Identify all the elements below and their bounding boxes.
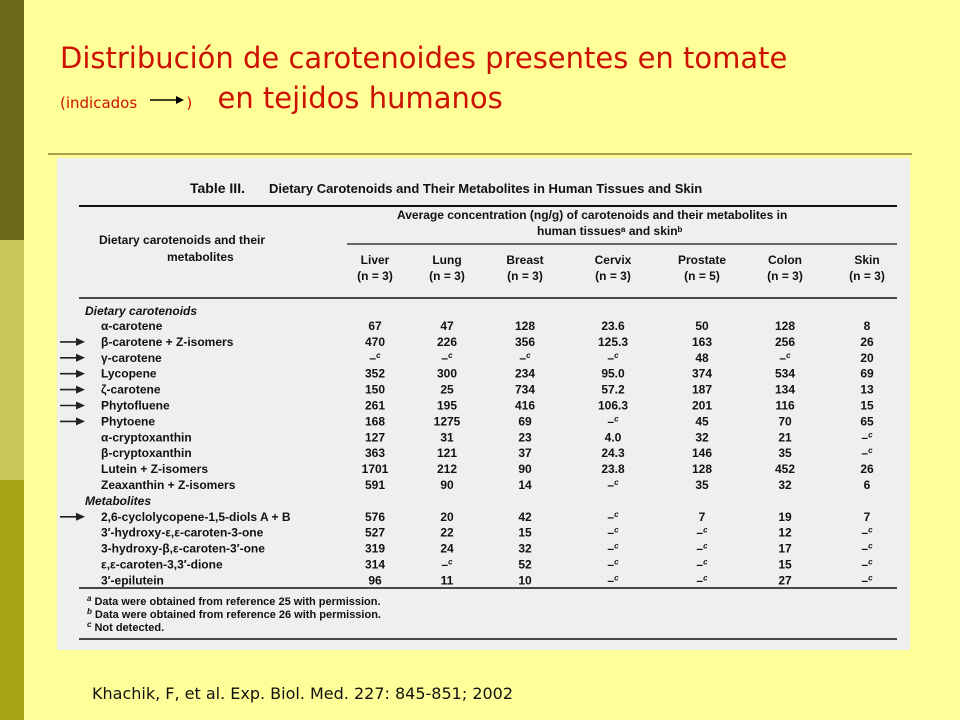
- caption-text: Dietary Carotenoids and Their Metabolites in Human Tissues and Skin: [269, 181, 703, 196]
- table-cell: 32: [695, 430, 709, 445]
- table-row-label: β-cryptoxanthin: [101, 446, 192, 461]
- table-cell: 7: [863, 509, 871, 524]
- table-row-label: Zeaxanthin + Z-isomers: [101, 478, 236, 492]
- table-cell: 47: [440, 319, 454, 333]
- table-cell: 261: [364, 398, 386, 413]
- column-n: (n = 3): [429, 269, 465, 283]
- table-cell: 300: [436, 366, 458, 381]
- arrow-right-icon: [146, 95, 186, 105]
- column-n: (n = 3): [849, 269, 885, 283]
- table-cell: 356: [514, 334, 536, 349]
- table-cell: –$^c$: [696, 525, 708, 540]
- table-cell: –$^c$: [519, 350, 531, 365]
- table-cell: 25: [440, 382, 454, 397]
- table-cell: 374: [691, 366, 713, 381]
- table-cell: 150: [364, 382, 386, 397]
- column-header: Lung: [432, 253, 462, 267]
- table-cell: 70: [778, 414, 792, 429]
- table-cell: 168: [364, 414, 386, 429]
- table-cell: –$^c$: [779, 350, 791, 365]
- table-cell: 69: [860, 366, 874, 381]
- table-row-label: γ-carotene: [101, 350, 162, 365]
- table-cell: –$^c$: [607, 573, 619, 588]
- table-cell: 35: [778, 446, 792, 461]
- table-cell: 24.3: [601, 446, 625, 461]
- table-cell: 314: [364, 557, 386, 572]
- table-cell: 65: [860, 414, 874, 429]
- rowhead-line1: Dietary carotenoids and their: [99, 233, 266, 247]
- title-paren-close: ): [186, 94, 193, 112]
- table-cell: 134: [774, 382, 796, 397]
- table-cell: 42: [518, 509, 532, 524]
- table-cell: 8: [863, 319, 871, 333]
- column-header: Breast: [506, 253, 544, 267]
- table-cell: 23.8: [601, 462, 625, 477]
- avg-line1: Average concentration (ng/g) of carotenoids and their metabolites in: [397, 208, 788, 222]
- title-divider: [48, 153, 912, 155]
- table-cell: 96: [368, 573, 382, 588]
- table-cell: 31: [440, 430, 454, 445]
- table-cell: 4.0: [604, 430, 622, 445]
- section-dietary: Dietary carotenoids: [85, 304, 198, 318]
- table-cell: 52: [518, 557, 532, 572]
- table-cell: –$^c$: [861, 541, 873, 556]
- column-n: (n = 3): [507, 269, 543, 283]
- section-metabolites: Metabolites: [85, 493, 152, 508]
- table-cell: 35: [695, 478, 709, 492]
- table-cell: 13: [860, 382, 874, 397]
- table-cell: –$^c$: [441, 557, 453, 572]
- table-cell: 163: [691, 334, 713, 349]
- table-cell: –$^c$: [861, 446, 873, 461]
- column-header: Liver: [360, 253, 390, 267]
- table-cell: 195: [436, 398, 458, 413]
- title-line2: en tejidos humanos: [217, 81, 503, 115]
- table-row-label: ζ-carotene: [101, 382, 161, 397]
- table-row-label: Lycopene: [101, 366, 157, 381]
- table-cell: 95.0: [601, 366, 625, 381]
- table-cell: 12: [778, 525, 792, 540]
- table-cell: –$^c$: [441, 350, 453, 365]
- column-n: (n = 3): [767, 269, 803, 283]
- table-cell: 69: [518, 414, 532, 429]
- table-cell: 146: [691, 446, 713, 461]
- side-band-dark: [0, 0, 24, 240]
- table-row-label: 3′-hydroxy-ε,ε-caroten-3-one: [101, 525, 264, 540]
- table-cell: 20: [440, 509, 454, 524]
- footnote: $^c$ Not detected.: [87, 620, 165, 634]
- table-cell: 24: [440, 541, 454, 556]
- title-line1: Distribución de carotenoides presentes en tomate: [60, 41, 788, 75]
- table-row-label: Phytofluene: [101, 398, 170, 413]
- table-cell: –$^c$: [696, 557, 708, 572]
- table-cell: –$^c$: [607, 350, 619, 365]
- slide-title: [60, 38, 787, 123]
- table-row-label: 2,6-cyclolycopene-1,5-diols A + B: [101, 509, 291, 524]
- table-cell: 1701: [361, 462, 389, 477]
- table-cell: 125.3: [597, 334, 629, 349]
- table-cell: 10: [518, 573, 532, 588]
- footnote: $^b$ Data were obtained from reference 26 with permission.: [87, 607, 381, 621]
- table-cell: 527: [364, 525, 386, 540]
- table-row-label: α-carotene: [101, 319, 163, 333]
- table-cell: 21: [778, 430, 792, 445]
- table-scan: [57, 158, 910, 650]
- table-cell: 27: [778, 573, 792, 588]
- table-cell: 127: [364, 430, 386, 445]
- table-cell: 15: [518, 525, 532, 540]
- table-cell: 352: [364, 366, 386, 381]
- table-cell: 23: [518, 430, 532, 445]
- table-row-label: α-cryptoxanthin: [101, 430, 192, 445]
- table-row-label: Phytoene: [101, 414, 156, 429]
- table-cell: 234: [514, 366, 536, 381]
- table-cell: 452: [774, 462, 796, 477]
- table-row-label: β-carotene + Z-isomers: [101, 334, 234, 349]
- table-cell: 106.3: [597, 398, 629, 413]
- table-row-label: Lutein + Z-isomers: [101, 462, 209, 477]
- table-cell: 128: [691, 462, 713, 477]
- table-cell: –$^c$: [861, 557, 873, 572]
- table-cell: 50: [695, 319, 709, 333]
- table-cell: –$^c$: [861, 430, 873, 445]
- column-n: (n = 3): [595, 269, 631, 283]
- citation: Khachik, F, et al. Exp. Biol. Med. 227: 845-851; 2002: [92, 684, 514, 703]
- avg-line2: human tissuesᵃ and skinᵇ: [537, 224, 683, 238]
- table-cell: 90: [440, 478, 454, 492]
- table-cell: 32: [778, 478, 792, 492]
- table-cell: –$^c$: [696, 573, 708, 588]
- side-band-olive: [0, 480, 24, 720]
- table-cell: 26: [860, 334, 874, 349]
- table-cell: 22: [440, 525, 454, 540]
- column-header: Skin: [854, 253, 880, 267]
- column-header: Cervix: [594, 253, 632, 267]
- title-indicados: indicados: [65, 94, 138, 112]
- table-row-label: 3′-epilutein: [101, 573, 164, 588]
- table-cell: 256: [774, 334, 796, 349]
- table-cell: 363: [364, 446, 386, 461]
- table-cell: 319: [364, 541, 386, 556]
- column-header: Prostate: [677, 253, 727, 267]
- table-cell: 7: [698, 509, 706, 524]
- table-cell: 67: [368, 319, 382, 333]
- footnote: $^a$ Data were obtained from reference 25 with permission.: [87, 594, 381, 608]
- table-cell: 416: [514, 398, 536, 413]
- rowhead-line2: metabolites: [167, 250, 234, 264]
- table-cell: 90: [518, 462, 532, 477]
- table-cell: 128: [514, 319, 536, 333]
- table-cell: –$^c$: [607, 509, 619, 524]
- column-header: Colon: [768, 253, 802, 267]
- table-cell: 591: [364, 478, 386, 492]
- table-row-label: 3-hydroxy-β,ε-caroten-3′-one: [101, 541, 265, 556]
- table-cell: 37: [518, 446, 532, 461]
- table-cell: –$^c$: [369, 350, 381, 365]
- table-cell: 6: [863, 478, 871, 492]
- table-cell: 32: [518, 541, 532, 556]
- column-n: (n = 5): [684, 269, 720, 283]
- table-cell: 48: [695, 350, 709, 365]
- table-cell: –$^c$: [607, 557, 619, 572]
- table-cell: –$^c$: [861, 525, 873, 540]
- table-cell: 26: [860, 462, 874, 477]
- table-cell: 57.2: [601, 382, 625, 397]
- table-cell: 187: [691, 382, 713, 397]
- table-cell: 45: [695, 414, 709, 429]
- table-row-label: ε,ε-caroten-3,3′-dione: [101, 557, 223, 572]
- table-cell: 576: [364, 509, 386, 524]
- table-cell: 116: [775, 398, 795, 413]
- title-line2-row: [60, 78, 787, 123]
- side-band-light: [0, 240, 24, 480]
- table-cell: 534: [774, 366, 796, 381]
- table-cell: –$^c$: [607, 525, 619, 540]
- table-cell: –$^c$: [607, 478, 619, 492]
- table-image: [57, 158, 910, 650]
- table-cell: 15: [860, 398, 874, 413]
- table-cell: 23.6: [601, 319, 625, 333]
- title-paren-open: (: [60, 94, 66, 112]
- table-cell: 226: [436, 334, 458, 349]
- table-cell: 212: [436, 462, 458, 477]
- table-cell: 734: [514, 382, 536, 397]
- table-cell: 128: [774, 319, 796, 333]
- table-cell: –$^c$: [607, 414, 619, 429]
- table-cell: 19: [778, 509, 792, 524]
- table-cell: 470: [364, 334, 386, 349]
- table-cell: –$^c$: [607, 541, 619, 556]
- table-cell: 15: [778, 557, 792, 572]
- table-cell: 14: [518, 478, 532, 492]
- table-cell: –$^c$: [696, 541, 708, 556]
- column-n: (n = 3): [357, 269, 393, 283]
- table-cell: 17: [778, 541, 792, 556]
- table-cell: 201: [691, 398, 713, 413]
- table-cell: 121: [436, 446, 458, 461]
- table-cell: 11: [440, 573, 454, 588]
- caption-label: Table III.: [190, 180, 245, 196]
- table-cell: 1275: [433, 414, 461, 429]
- table-cell: –$^c$: [861, 573, 873, 588]
- table-cell: 20: [860, 350, 874, 365]
